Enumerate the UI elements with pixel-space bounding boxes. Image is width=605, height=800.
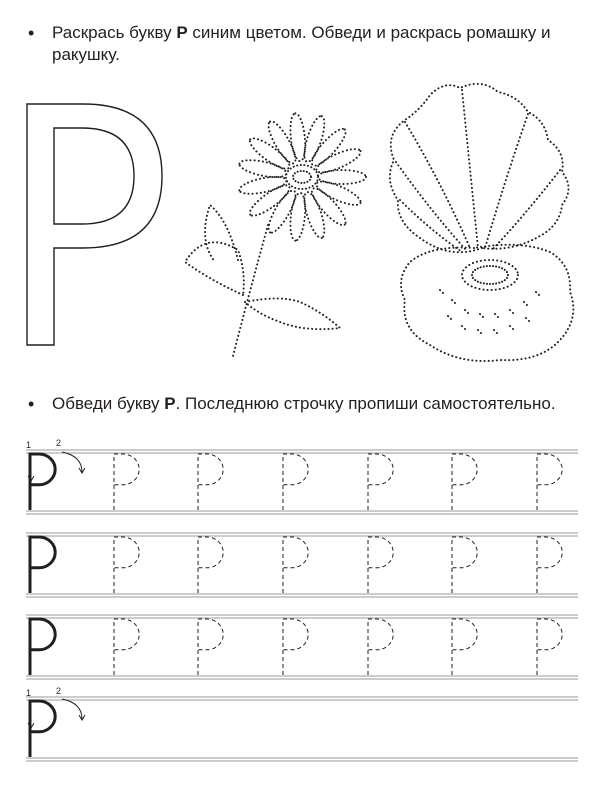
stroke-number: 2 — [56, 686, 62, 696]
stroke-number: 1 — [26, 440, 32, 450]
traceable-letter-p[interactable] — [198, 619, 223, 675]
traceable-letter-p[interactable] — [452, 537, 477, 593]
bullet: • — [28, 23, 35, 43]
traceable-letter-p[interactable] — [198, 454, 223, 510]
traceable-letter-p[interactable] — [283, 619, 308, 675]
example-letter-p — [30, 454, 55, 510]
instruction-text-part: . Последнюю строчку пропиши самостоятельно. — [175, 394, 556, 413]
traceable-letter-p[interactable] — [114, 619, 139, 675]
stroke-order-arrow — [62, 699, 85, 720]
traceable-letter-p[interactable] — [114, 454, 139, 510]
instruction-letter: Р — [164, 394, 176, 413]
traceable-letter-p[interactable] — [283, 537, 308, 593]
traceable-letter-p[interactable] — [452, 454, 477, 510]
traceable-letter-p[interactable] — [537, 619, 562, 675]
stroke-number: 2 — [56, 438, 62, 448]
traceable-letter-p[interactable] — [368, 537, 393, 593]
example-letter-p — [30, 701, 55, 757]
instruction-letter: Р — [176, 23, 188, 42]
instruction-text-part: Обведи букву — [52, 394, 165, 413]
traceable-letter-p[interactable] — [283, 454, 308, 510]
traceable-letter-p[interactable] — [368, 619, 393, 675]
instruction-text-part: синим цветом. Обведи и раскрась ромашку и ракушку. — [52, 23, 551, 64]
traceable-letter-p[interactable] — [198, 537, 223, 593]
traceable-letter-p[interactable] — [114, 537, 139, 593]
stroke-order-arrow — [62, 452, 85, 473]
traceable-letter-p[interactable] — [452, 619, 477, 675]
example-letter-p — [30, 537, 55, 593]
traceable-letter-p[interactable] — [537, 454, 562, 510]
traceable-letter-p[interactable] — [368, 454, 393, 510]
bullet: • — [28, 394, 35, 414]
stroke-number: 1 — [26, 688, 32, 698]
example-letter-p — [30, 619, 55, 675]
traceable-letter-p[interactable] — [537, 537, 562, 593]
instruction-text-part: Раскрась букву — [52, 23, 177, 42]
